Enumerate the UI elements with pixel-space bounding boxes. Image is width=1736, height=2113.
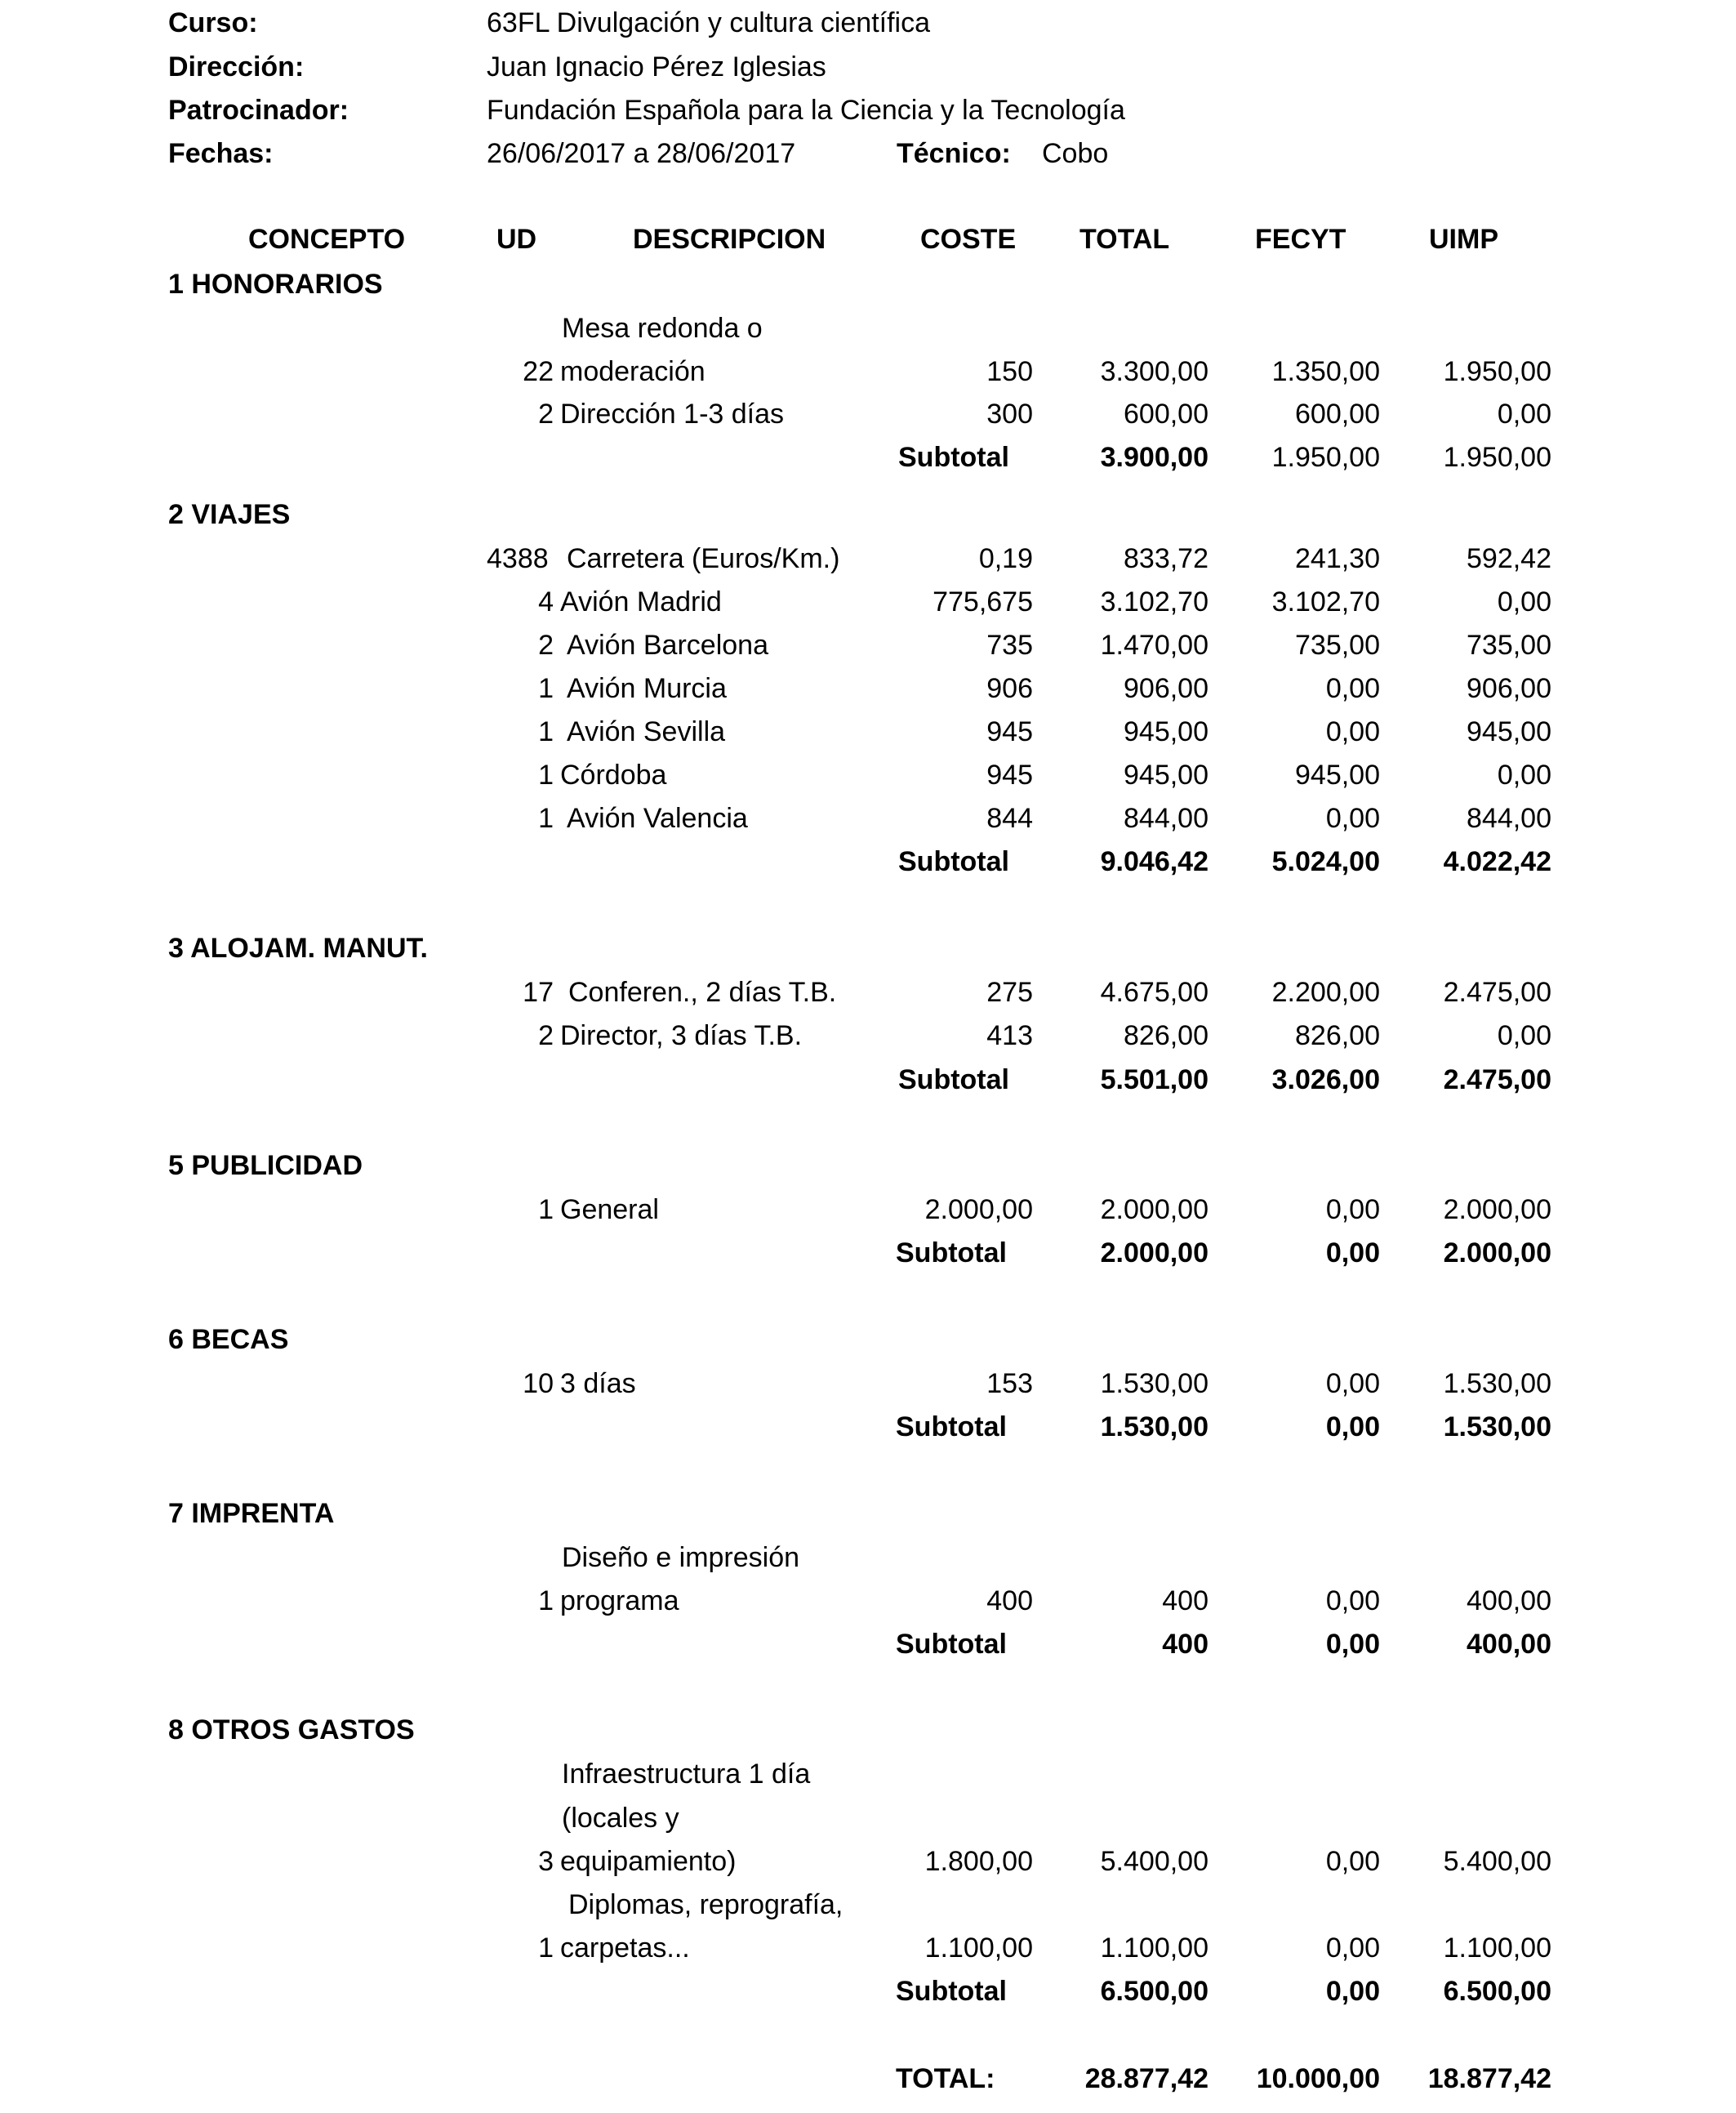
row-coste: 153 — [986, 1368, 1033, 1399]
row-uimp: 0,00 — [1497, 1020, 1551, 1051]
grand-total-total: 28.877,42 — [1084, 2063, 1209, 2094]
row-description-line: moderación — [560, 356, 706, 387]
subtotal-label: Subtotal — [898, 442, 1009, 473]
subtotal-label: Subtotal — [896, 1629, 1007, 1660]
row-fecyt: 3.102,70 — [1271, 586, 1380, 617]
section-title: 1 HONORARIOS — [168, 269, 383, 300]
row-coste: 150 — [986, 356, 1033, 387]
subtotal-uimp: 6.500,00 — [1443, 1976, 1551, 2007]
subtotal-fecyt: 3.026,00 — [1271, 1064, 1380, 1095]
section-title: 3 ALOJAM. MANUT. — [168, 933, 428, 964]
row-description-line: Avión Sevilla — [567, 716, 726, 747]
row-description-line: Avión Madrid — [560, 586, 722, 617]
row-ud: 1 — [538, 1585, 554, 1616]
row-total: 4.675,00 — [1100, 977, 1209, 1008]
row-total: 833,72 — [1124, 543, 1209, 574]
row-description-line: Diplomas, reprografía, — [568, 1889, 844, 1920]
row-coste: 413 — [986, 1020, 1033, 1051]
row-description-line: carpetas... — [560, 1932, 690, 1964]
column-header-uimp: UIMP — [1429, 224, 1498, 255]
direccion-value: Juan Ignacio Pérez Iglesias — [487, 51, 826, 82]
row-uimp: 1.100,00 — [1443, 1932, 1551, 1964]
subtotal-label: Subtotal — [898, 1064, 1009, 1095]
row-fecyt: 600,00 — [1295, 399, 1380, 430]
row-coste: 400 — [986, 1585, 1033, 1616]
row-ud: 4388 — [487, 543, 549, 574]
section-title: 7 IMPRENTA — [168, 1498, 335, 1529]
row-fecyt: 1.350,00 — [1271, 356, 1380, 387]
row-description-line: Infraestructura 1 día — [562, 1759, 811, 1790]
row-total: 1.470,00 — [1100, 630, 1209, 661]
subtotal-label: Subtotal — [898, 846, 1009, 877]
grand-total-uimp: 18.877,42 — [1427, 2063, 1551, 2094]
section-title: 8 OTROS GASTOS — [168, 1714, 415, 1745]
row-uimp: 945,00 — [1467, 716, 1551, 747]
row-total: 945,00 — [1124, 716, 1209, 747]
row-coste: 735 — [986, 630, 1033, 661]
row-uimp: 0,00 — [1497, 399, 1551, 430]
grand-total-label: TOTAL: — [896, 2063, 995, 2094]
row-description-line: Avión Valencia — [567, 803, 748, 834]
row-uimp: 5.400,00 — [1443, 1846, 1551, 1877]
direccion-label: Dirección: — [168, 51, 305, 82]
row-uimp: 592,42 — [1467, 543, 1551, 574]
row-fecyt: 241,30 — [1295, 543, 1380, 574]
column-header-total: TOTAL — [1079, 224, 1170, 255]
row-ud: 2 — [538, 399, 554, 430]
row-uimp: 2.000,00 — [1443, 1194, 1551, 1225]
row-description-line: 3 días — [560, 1368, 636, 1399]
row-description-line: Avión Barcelona — [567, 630, 768, 661]
row-uimp: 0,00 — [1497, 760, 1551, 791]
row-total: 906,00 — [1124, 673, 1209, 704]
row-coste: 906 — [986, 673, 1033, 704]
row-ud: 1 — [538, 673, 554, 704]
row-ud: 22 — [523, 356, 554, 387]
row-coste: 844 — [986, 803, 1033, 834]
subtotal-total: 5.501,00 — [1100, 1064, 1209, 1095]
subtotal-total: 9.046,42 — [1100, 846, 1209, 877]
subtotal-fecyt: 0,00 — [1325, 1629, 1380, 1660]
row-fecyt: 0,00 — [1325, 803, 1380, 834]
subtotal-label: Subtotal — [896, 1976, 1007, 2007]
row-coste: 1.800,00 — [924, 1846, 1033, 1877]
subtotal-label: Subtotal — [896, 1411, 1007, 1442]
subtotal-total: 400 — [1162, 1629, 1209, 1660]
row-ud: 1 — [538, 1194, 554, 1225]
row-ud: 17 — [523, 977, 554, 1008]
row-uimp: 844,00 — [1467, 803, 1551, 834]
subtotal-fecyt: 1.950,00 — [1271, 442, 1380, 473]
row-description-line: Avión Murcia — [567, 673, 727, 704]
section-title: 5 PUBLICIDAD — [168, 1150, 363, 1181]
row-description-line: Córdoba — [560, 760, 667, 791]
row-uimp: 2.475,00 — [1443, 977, 1551, 1008]
row-description-line: programa — [560, 1585, 679, 1616]
subtotal-fecyt: 0,00 — [1325, 1411, 1380, 1442]
row-fecyt: 0,00 — [1325, 716, 1380, 747]
column-header-concepto: CONCEPTO — [248, 224, 406, 255]
subtotal-uimp: 1.950,00 — [1443, 442, 1551, 473]
column-header-ud: UD — [496, 224, 537, 255]
row-total: 3.300,00 — [1100, 356, 1209, 387]
patrocinador-label: Patrocinador: — [168, 95, 349, 126]
row-fecyt: 0,00 — [1325, 673, 1380, 704]
subtotal-uimp: 1.530,00 — [1443, 1411, 1551, 1442]
row-description-line: Carretera (Euros/Km.) — [567, 543, 840, 574]
row-total: 5.400,00 — [1100, 1846, 1209, 1877]
row-coste: 300 — [986, 399, 1033, 430]
subtotal-fecyt: 0,00 — [1325, 1976, 1380, 2007]
row-description-line: Conferen., 2 días T.B. — [568, 977, 837, 1008]
row-fecyt: 0,00 — [1325, 1368, 1380, 1399]
row-fecyt: 0,00 — [1325, 1585, 1380, 1616]
section-title: 2 VIAJES — [168, 499, 291, 530]
row-total: 945,00 — [1124, 760, 1209, 791]
row-ud: 1 — [538, 760, 554, 791]
row-uimp: 735,00 — [1467, 630, 1551, 661]
subtotal-label: Subtotal — [896, 1237, 1007, 1268]
subtotal-total: 1.530,00 — [1100, 1411, 1209, 1442]
row-total: 1.530,00 — [1100, 1368, 1209, 1399]
row-total: 2.000,00 — [1100, 1194, 1209, 1225]
subtotal-uimp: 4.022,42 — [1443, 846, 1551, 877]
row-uimp: 1.950,00 — [1443, 356, 1551, 387]
subtotal-uimp: 2.475,00 — [1443, 1064, 1551, 1095]
row-ud: 1 — [538, 803, 554, 834]
row-ud: 4 — [538, 586, 554, 617]
row-uimp: 906,00 — [1467, 673, 1551, 704]
row-total: 600,00 — [1124, 399, 1209, 430]
row-ud: 2 — [538, 1020, 554, 1051]
row-coste: 0,19 — [978, 543, 1033, 574]
row-ud: 3 — [538, 1846, 554, 1877]
row-total: 844,00 — [1124, 803, 1209, 834]
row-fecyt: 0,00 — [1325, 1194, 1380, 1225]
row-uimp: 0,00 — [1497, 586, 1551, 617]
column-header-coste: COSTE — [920, 224, 1017, 255]
row-coste: 2.000,00 — [924, 1194, 1033, 1225]
row-fecyt: 0,00 — [1325, 1932, 1380, 1964]
row-total: 400 — [1162, 1585, 1209, 1616]
row-total: 3.102,70 — [1100, 586, 1209, 617]
row-coste: 775,675 — [933, 586, 1033, 617]
subtotal-fecyt: 0,00 — [1325, 1237, 1380, 1268]
row-fecyt: 2.200,00 — [1271, 977, 1380, 1008]
row-fecyt: 945,00 — [1295, 760, 1380, 791]
column-header-descripcion: DESCRIPCION — [633, 224, 826, 255]
subtotal-total: 3.900,00 — [1100, 442, 1209, 473]
row-description-line: equipamiento) — [560, 1846, 737, 1877]
row-ud: 1 — [538, 716, 554, 747]
section-title: 6 BECAS — [168, 1324, 289, 1355]
subtotal-total: 6.500,00 — [1100, 1976, 1209, 2007]
row-total: 826,00 — [1124, 1020, 1209, 1051]
subtotal-uimp: 400,00 — [1467, 1629, 1551, 1660]
subtotal-total: 2.000,00 — [1100, 1237, 1209, 1268]
row-fecyt: 0,00 — [1325, 1846, 1380, 1877]
subtotal-uimp: 2.000,00 — [1443, 1237, 1551, 1268]
tecnico-value: Cobo — [1042, 138, 1109, 169]
row-fecyt: 735,00 — [1295, 630, 1380, 661]
row-ud: 10 — [523, 1368, 554, 1399]
row-total: 1.100,00 — [1100, 1932, 1209, 1964]
row-coste: 1.100,00 — [924, 1932, 1033, 1964]
grand-total-fecyt: 10.000,00 — [1256, 2063, 1380, 2094]
tecnico-label: Técnico: — [897, 138, 1011, 169]
row-coste: 275 — [986, 977, 1033, 1008]
row-coste: 945 — [986, 716, 1033, 747]
column-header-fecyt: FECYT — [1255, 224, 1347, 255]
row-description-line: Diseño e impresión — [562, 1542, 800, 1573]
subtotal-fecyt: 5.024,00 — [1271, 846, 1380, 877]
row-ud: 2 — [538, 630, 554, 661]
row-description-line: Dirección 1-3 días — [560, 399, 785, 430]
row-description-line: Director, 3 días T.B. — [560, 1020, 803, 1051]
row-uimp: 1.530,00 — [1443, 1368, 1551, 1399]
fechas-value: 26/06/2017 a 28/06/2017 — [487, 138, 796, 169]
curso-value: 63FL Divulgación y cultura científica — [487, 7, 931, 38]
row-description-line: Mesa redonda o — [562, 313, 763, 344]
row-fecyt: 826,00 — [1295, 1020, 1380, 1051]
row-description-line: (locales y — [562, 1803, 679, 1834]
curso-label: Curso: — [168, 7, 258, 38]
row-ud: 1 — [538, 1932, 554, 1964]
row-description-line: General — [560, 1194, 659, 1225]
row-coste: 945 — [986, 760, 1033, 791]
fechas-label: Fechas: — [168, 138, 274, 169]
row-uimp: 400,00 — [1467, 1585, 1551, 1616]
patrocinador-value: Fundación Española para la Ciencia y la Tecnología — [487, 95, 1125, 126]
